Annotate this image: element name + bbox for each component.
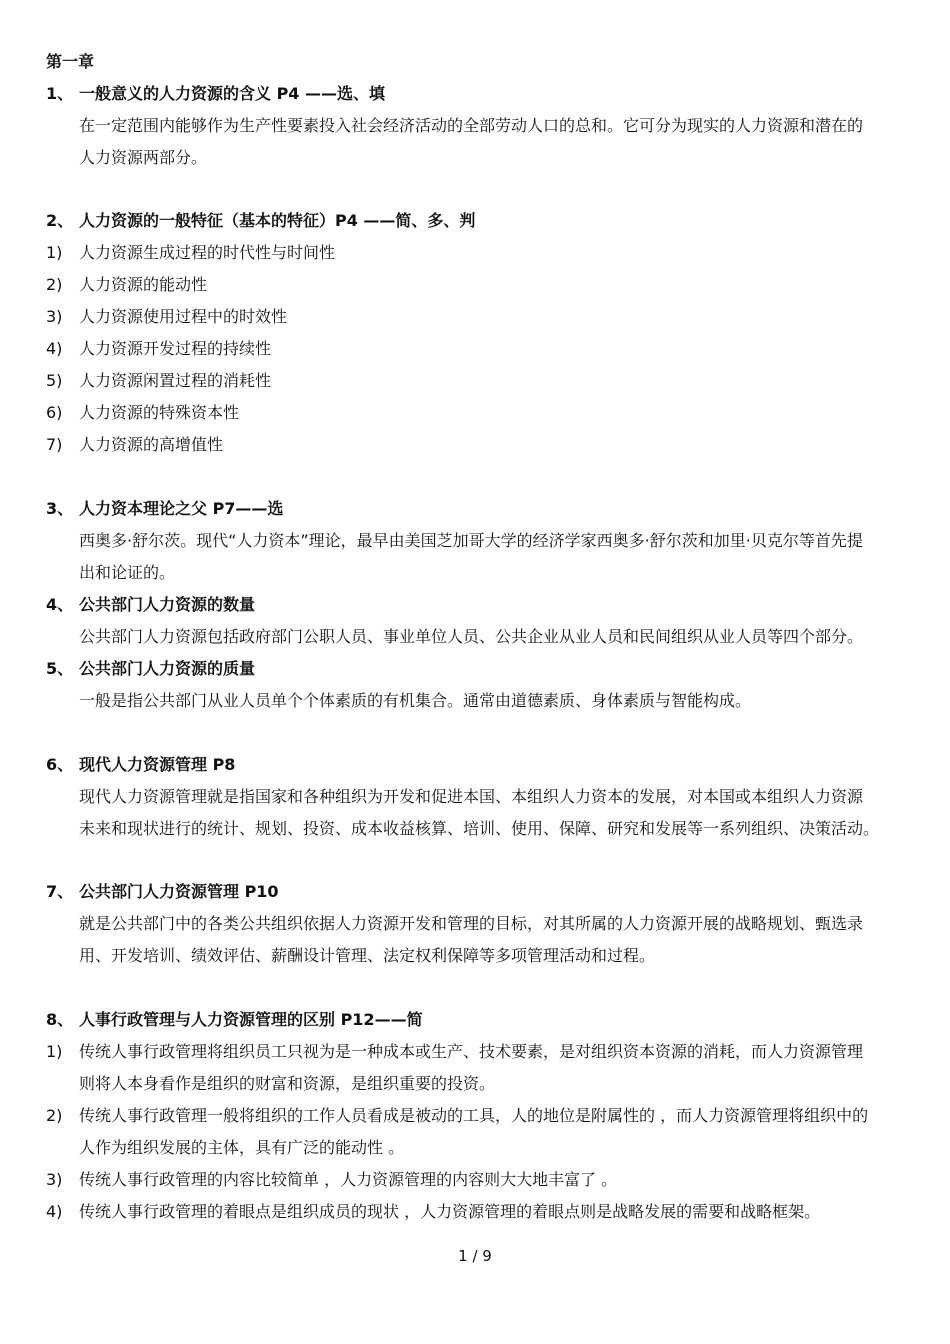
list-item — [46, 305, 910, 329]
line-text: 传统人事行政管理将组织员工只视为是一种成本或生产、技术要素，是对组织资本资源的消耗，而人力资源管理 — [79, 1042, 864, 1061]
line-text: 西奥多·舒尔茨。现代“人力资本”理论，最早由美国芝加哥大学的经济学家西奥多·舒尔茨和加里·贝克尔等首先提 — [79, 531, 863, 550]
list-number: 6) — [46, 403, 63, 422]
line-text: 就是公共部门中的各类公共组织依据人力资源开发和管理的目标，对其所属的人力资源开展的战略规划、甄选录 — [79, 914, 864, 933]
line-text: 出和论证的。 — [79, 563, 176, 582]
line-text: 现代人力资源管理 P8 — [79, 755, 236, 774]
line-text: 传统人事行政管理一般将组织的工作人员看成是被动的工具，人的地位是附属性的 ，而人力资源管理将组织中的 — [79, 1106, 869, 1125]
line-text: 人力资本理论之父 P7——选 — [79, 499, 284, 518]
list-number: 5) — [46, 371, 63, 390]
section-number: 1、 — [46, 84, 74, 103]
line-text: 传统人事行政管理的着眼点是组织成员的现状 ，人力资源管理的着眼点则是战略发展的需要和战略框架。 — [79, 1202, 821, 1221]
line-text: 公共部门人力资源的数量 — [79, 595, 256, 614]
line-text: 用、开发培训、绩效评估、薪酬设计管理、法定权利保障等多项管理活动和过程。 — [79, 946, 656, 965]
list-number: 1) — [46, 243, 63, 262]
paragraph-line — [46, 625, 910, 649]
list-item — [46, 1168, 910, 1192]
section-number: 6、 — [46, 755, 74, 774]
page-number: 1 / 9 — [458, 1247, 492, 1265]
chapter-title: 第一章 — [46, 52, 95, 71]
line-text: 未来和现状进行的统计、规划、投资、成本收益核算、培训、使用、保障、研究和发展等一系列组织、决策活动。 — [79, 819, 880, 838]
section-number: 4、 — [46, 595, 74, 614]
line-text: 公共部门人力资源包括政府部门公职人员、事业单位人员、公共企业从业人员和民间组织从业人员等四个部分。 — [79, 627, 864, 646]
list-item — [46, 1040, 910, 1064]
section-heading — [46, 880, 910, 904]
list-item — [46, 273, 910, 297]
line-text: 一般意义的人力资源的含义 P4 ——选、填 — [79, 84, 386, 103]
line-text: 人力资源的一般特征（基本的特征）P4 ——简、多、判 — [79, 211, 476, 230]
paragraph-line — [46, 1136, 910, 1160]
section-number: 8、 — [46, 1010, 74, 1029]
section-heading — [46, 657, 910, 681]
list-number: 3) — [46, 307, 63, 326]
line-text: 人事行政管理与人力资源管理的区别 P12——简 — [79, 1010, 423, 1029]
line-text: 人力资源使用过程中的时效性 — [79, 307, 288, 326]
line-text: 公共部门人力资源管理 P10 — [79, 882, 279, 901]
section-number: 7、 — [46, 882, 74, 901]
list-number: 4) — [46, 339, 63, 358]
line-text: 一般是指公共部门从业人员单个个体素质的有机集合。通常由道德素质、身体素质与智能构成。 — [79, 691, 752, 710]
paragraph-line — [46, 561, 910, 585]
line-text: 人力资源两部分。 — [79, 148, 208, 167]
section-number: 3、 — [46, 499, 74, 518]
line-text: 人力资源生成过程的时代性与时间性 — [79, 243, 336, 262]
list-item — [46, 241, 910, 265]
list-number: 4) — [46, 1202, 63, 1221]
line-text: 公共部门人力资源的质量 — [79, 659, 256, 678]
line-text: 人力资源的特殊资本性 — [79, 403, 240, 422]
section-heading — [46, 593, 910, 617]
paragraph-line — [46, 146, 910, 170]
section-heading — [46, 753, 910, 777]
line-text: 人力资源的高增值性 — [79, 435, 224, 454]
paragraph-line — [46, 1072, 910, 1096]
line-text: 现代人力资源管理就是指国家和各种组织为开发和促进本国、本组织人力资本的发展，对本国或本组织人力资源 — [79, 787, 864, 806]
list-item — [46, 1104, 910, 1128]
paragraph-line — [46, 912, 910, 936]
section-heading — [46, 1008, 910, 1032]
list-item — [46, 401, 910, 425]
line-text: 人力资源的能动性 — [79, 275, 208, 294]
list-number: 1) — [46, 1042, 63, 1061]
section-number: 5、 — [46, 659, 74, 678]
list-item — [46, 1200, 910, 1224]
line-text: 人力资源闲置过程的消耗性 — [79, 371, 272, 390]
line-text: 在一定范围内能够作为生产性要素投入社会经济活动的全部劳动人口的总和。它可分为现实的人力资源和潜在的 — [79, 116, 864, 135]
section-heading — [46, 209, 910, 233]
line-text: 传统人事行政管理的内容比较简单 ，人力资源管理的内容则大大地丰富了 。 — [79, 1170, 618, 1189]
section-heading — [46, 82, 910, 106]
paragraph-line — [46, 689, 910, 713]
list-item — [46, 433, 910, 457]
line-text: 则将人本身看作是组织的财富和资源，是组织重要的投资。 — [79, 1074, 496, 1093]
section-heading — [46, 497, 910, 521]
paragraph-line — [46, 114, 910, 138]
line-text: 人力资源开发过程的持续性 — [79, 339, 272, 358]
list-number: 2) — [46, 1106, 63, 1125]
line-text: 人作为组织发展的主体，具有广泛的能动性 。 — [79, 1138, 405, 1157]
list-number: 2) — [46, 275, 63, 294]
paragraph-line — [46, 944, 910, 968]
list-number: 7) — [46, 435, 63, 454]
list-item — [46, 369, 910, 393]
paragraph-line — [46, 817, 910, 841]
list-number: 3) — [46, 1170, 63, 1189]
paragraph-line — [46, 529, 910, 553]
paragraph-line — [46, 785, 910, 809]
section-number: 2、 — [46, 211, 74, 230]
list-item — [46, 337, 910, 361]
